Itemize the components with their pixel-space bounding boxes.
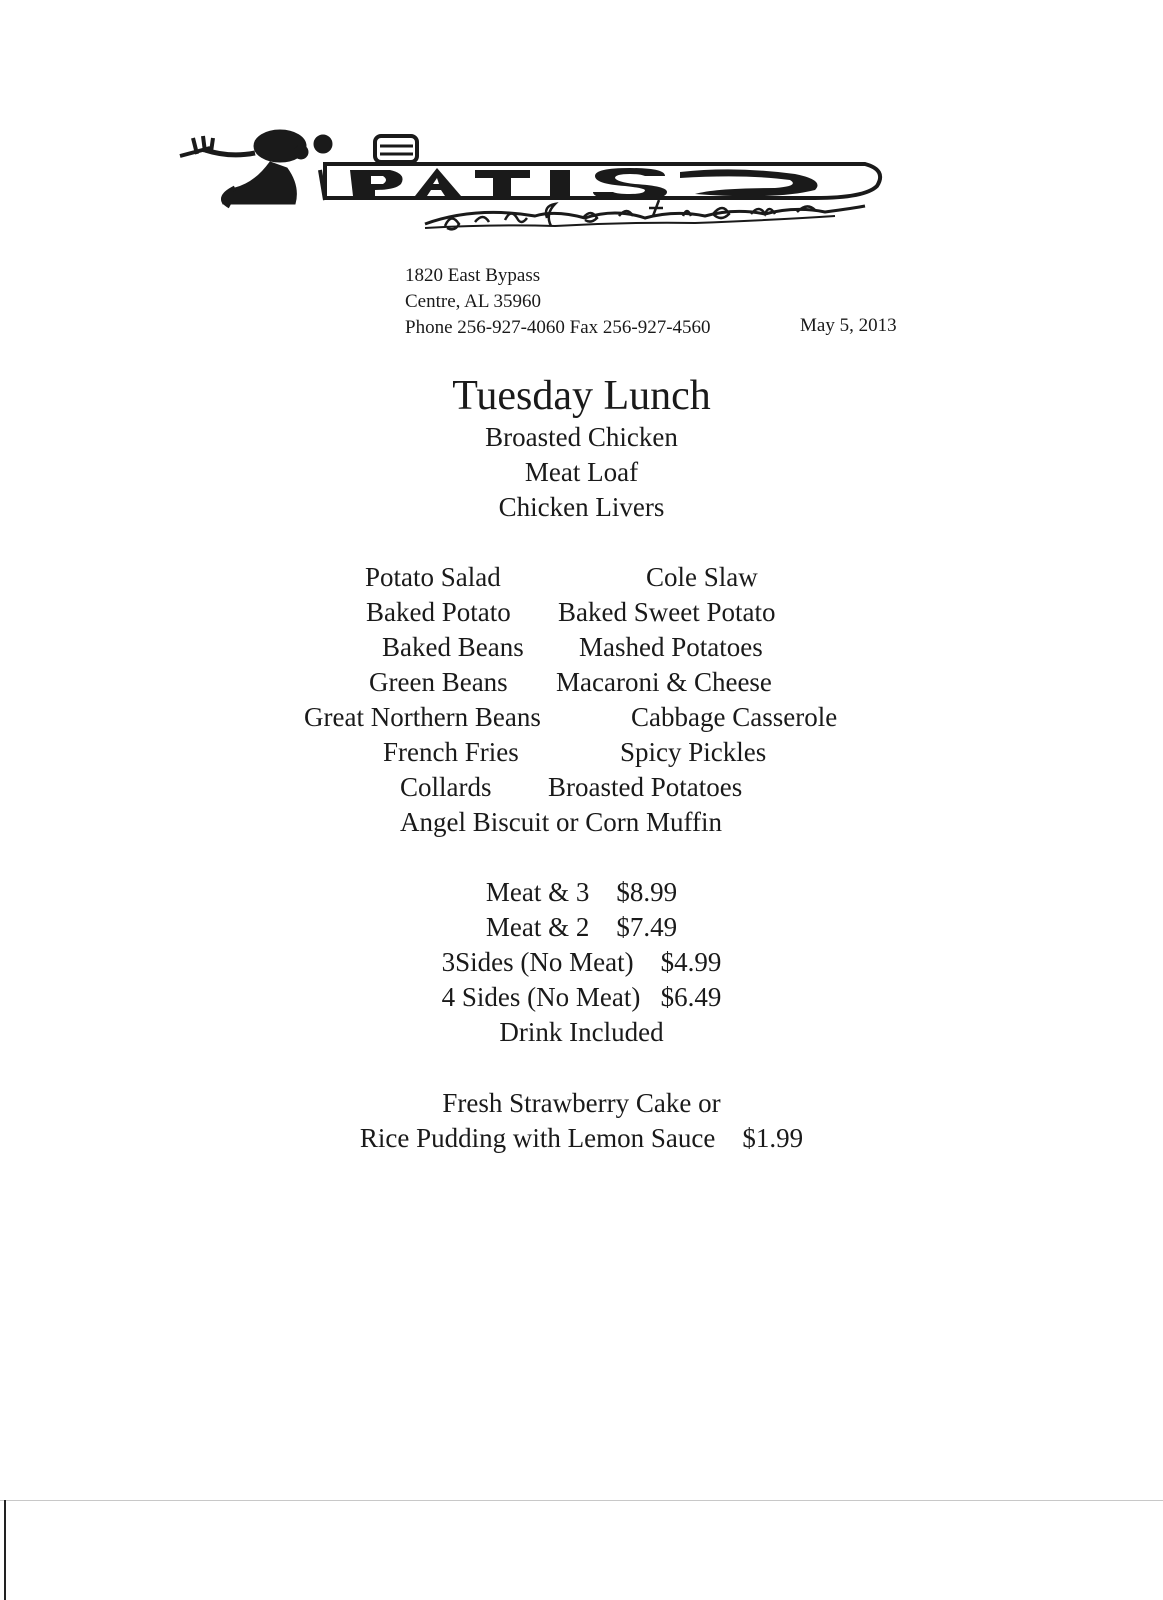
side-row — [0, 665, 1163, 700]
side-row — [0, 805, 1163, 840]
drink-note: Drink Included — [499, 1017, 664, 1047]
price-item: Meat & 3 — [485, 877, 590, 907]
side-item: Collards — [400, 772, 492, 802]
menu-date: May 5, 2013 — [800, 315, 897, 336]
side-item: Baked Sweet Potato — [558, 597, 776, 627]
price-value: $7.49 — [616, 912, 678, 942]
price-value: $6.49 — [660, 982, 722, 1012]
side-item: Baked Potato — [366, 597, 511, 627]
dessert-item: Rice Pudding with Lemon Sauce — [359, 1123, 716, 1153]
side-row — [0, 735, 1163, 770]
price-value: $4.99 — [660, 947, 722, 977]
scan-fold-line — [0, 1500, 1163, 1501]
side-row — [0, 560, 1163, 595]
side-item: Spicy Pickles — [620, 737, 767, 767]
price-row — [0, 945, 1163, 980]
menu-title: Tuesday Lunch — [452, 373, 711, 419]
city-state-zip: Centre, AL 35960 — [405, 291, 541, 312]
dessert-section — [0, 1086, 1163, 1156]
side-row — [0, 770, 1163, 805]
side-item: French Fries — [383, 737, 519, 767]
dessert-line: Fresh Strawberry Cake or — [442, 1088, 721, 1118]
side-item: Great Northern Beans — [304, 702, 541, 732]
meat-item: Chicken Livers — [498, 492, 665, 522]
side-item: Green Beans — [369, 667, 508, 697]
pats-perfections-logo — [175, 128, 890, 248]
price-item: Meat & 2 — [485, 912, 590, 942]
price-item: 3Sides (No Meat) — [441, 947, 634, 977]
price-row — [0, 910, 1163, 945]
price-item: 4 Sides (No Meat) — [441, 982, 641, 1012]
chef-mascot-icon — [180, 130, 332, 206]
side-item: Broasted Potatoes — [548, 772, 743, 802]
side-item: Baked Beans — [382, 632, 524, 662]
scan-edge-mark — [4, 1500, 6, 1600]
meat-list — [0, 420, 1163, 525]
price-list — [0, 875, 1163, 1050]
street-address: 1820 East Bypass — [405, 265, 541, 286]
side-item: Mashed Potatoes — [579, 632, 763, 662]
side-row — [0, 595, 1163, 630]
bread-choice: Angel Biscuit or Corn Muffin — [400, 807, 722, 837]
sides-list — [0, 560, 1163, 840]
side-row — [0, 700, 1163, 735]
price-row — [0, 980, 1163, 1015]
dessert-price: $1.99 — [742, 1123, 804, 1153]
side-item: Cabbage Casserole — [631, 702, 838, 732]
price-row — [0, 875, 1163, 910]
address-block — [405, 263, 711, 341]
dessert-line — [0, 1121, 1163, 1156]
side-row — [0, 630, 1163, 665]
side-item: Potato Salad — [365, 562, 501, 592]
side-item: Macaroni & Cheese — [556, 667, 772, 697]
price-value: $8.99 — [616, 877, 678, 907]
phone-fax: Phone 256-927-4060 Fax 256-927-4560 — [405, 317, 711, 338]
meat-item: Broasted Chicken — [485, 422, 678, 452]
side-item: Cole Slaw — [646, 562, 758, 592]
meat-item: Meat Loaf — [524, 457, 639, 487]
